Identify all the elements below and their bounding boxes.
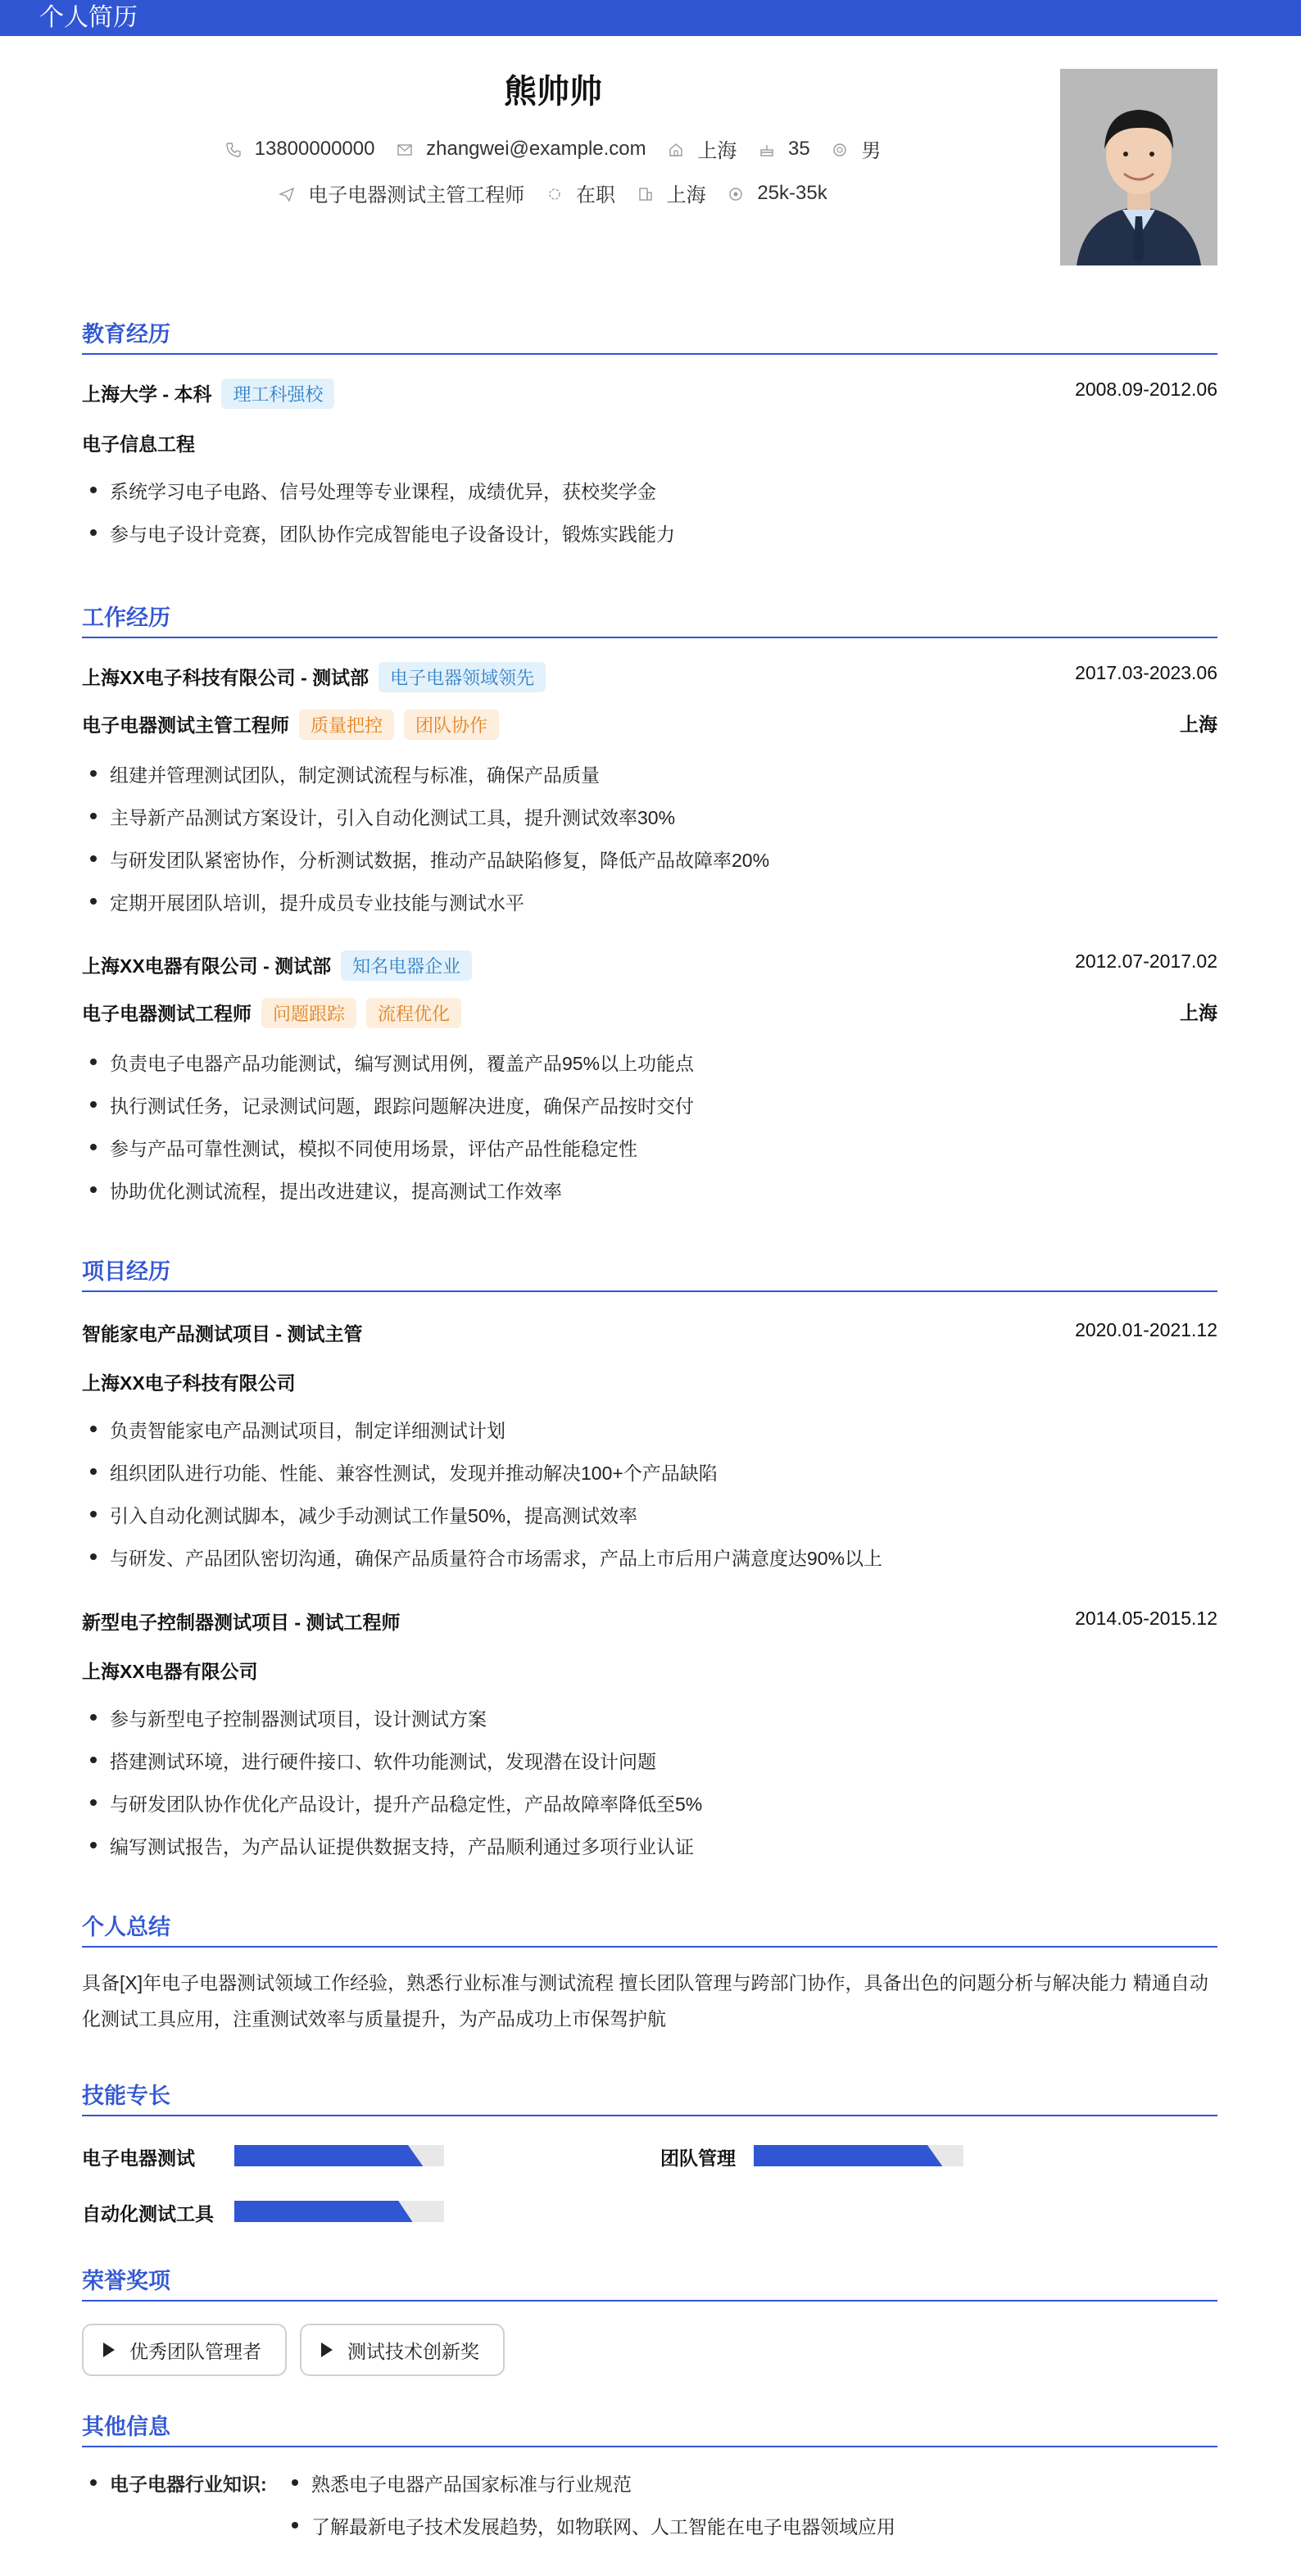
honors-title: 荣誉奖项 (82, 2263, 1217, 2302)
skill-fill (754, 2145, 942, 2166)
other-section (82, 2409, 1217, 2565)
target-city-item (637, 179, 706, 207)
school-tag: 理工科强校 (221, 379, 334, 409)
list-item: 参与新型电子控制器测试项目，设计测试方案 (82, 1704, 1217, 1731)
top-bar-title: 个人简历 (39, 4, 138, 31)
list-item: 了解最新电子技术发展趋势，如物联网、人工智能在电子电器领域应用 (283, 2512, 1217, 2539)
project-1-period: 2020.01-2021.12 (1075, 1319, 1217, 1340)
skill-name: 自动化测试工具 (82, 2203, 214, 2225)
gender-icon (832, 141, 848, 157)
award-badge (82, 2324, 287, 2376)
project-2-period: 2014.05-2015.12 (1075, 1608, 1217, 1629)
list-item: 与研发团队协作优化产品设计，提升产品稳定性，产品故障率降低至5% (82, 1789, 1217, 1816)
job-1-role-row (82, 710, 1217, 740)
job-2-role: 电子电器测试工程师 (82, 1003, 252, 1024)
project-2-header (82, 1608, 1217, 1635)
target-city-value: 上海 (666, 184, 706, 206)
education-major: 电子信息工程 (82, 433, 195, 455)
list-item: 负责电子电器产品功能测试，编写测试用例，覆盖产品95%以上功能点 (82, 1049, 1217, 1076)
play-icon (103, 2342, 115, 2357)
project-1-company: 上海XX电子科技有限公司 (82, 1372, 296, 1394)
job-2-role-tag: 问题跟踪 (261, 998, 356, 1028)
job-1-role-tag: 质量把控 (299, 710, 394, 740)
phone-value: 13800000000 (254, 137, 375, 160)
list-item: 系统学习电子电路、信号处理等专业课程，成绩优异，获校奖学金 (82, 477, 1217, 504)
mail-icon (397, 141, 413, 157)
education-title: 教育经历 (82, 316, 1217, 355)
job-2-city: 上海 (1180, 1002, 1217, 1023)
work-section (82, 600, 1217, 1222)
list-item: 组建并管理测试团队，制定测试流程与标准，确保产品质量 (82, 760, 1217, 787)
list-item: 主导新产品测试方案设计，引入自动化测试工具，提升测试效率30% (82, 803, 1217, 830)
age-value: 35 (787, 137, 810, 160)
school-name: 上海大学 - 本科 (82, 383, 212, 405)
skills-title: 技能专长 (82, 2078, 1217, 2116)
profile-header (0, 36, 1301, 282)
gender-item (832, 134, 881, 163)
job-1-company: 上海XX电子科技有限公司 - 测试部 (82, 667, 369, 688)
job-2-header (82, 950, 1217, 981)
skills-section (82, 2078, 1217, 2225)
status-value: 在职 (575, 184, 615, 206)
project-1-header (82, 1319, 1217, 1346)
list-item: 编写测试报告，为产品认证提供数据支持，产品顺利通过多项行业认证 (82, 1832, 1217, 1859)
age-item (759, 138, 810, 161)
status-item (546, 179, 615, 207)
list-item: 与研发、产品团队密切沟通，确保产品质量符合市场需求，产品上市后用户满意度达90%以上 (82, 1544, 1217, 1571)
award-label: 测试技术创新奖 (347, 2340, 479, 2362)
other-title: 其他信息 (82, 2409, 1217, 2447)
salary-item (728, 182, 827, 205)
email-value: zhangwei@example.com (426, 137, 646, 160)
coin-icon (728, 185, 744, 202)
list-item: 组织团队进行功能、性能、兼容性测试，发现并推动解决100+个产品缺陷 (82, 1458, 1217, 1485)
job-1-period: 2017.03-2023.06 (1075, 662, 1217, 683)
send-icon (279, 185, 295, 202)
projects-title: 项目经历 (82, 1254, 1217, 1292)
project-1-name: 智能家电产品测试项目 - 测试主管 (82, 1323, 363, 1345)
skill-bar (234, 2145, 444, 2166)
other-label: 电子电器行业知识: (82, 2469, 311, 2497)
summary-text: 具备[X]年电子电器测试领域工作经验，熟悉行业标准与测试流程 擅长团队管理与跨部门协作，具备出色的问题分析与解决能力 精通自动化测试工具应用，注重测试效率与质量提升，为产品成功上市保驾护航 (82, 1972, 1208, 2030)
list-item: 参与电子设计竞赛，团队协作完成智能电子设备设计，锻炼实践能力 (82, 519, 1217, 546)
profile-photo (1060, 69, 1217, 265)
project-2-company: 上海XX电器有限公司 (82, 1661, 258, 1682)
education-header (82, 379, 1217, 409)
phone-icon (225, 141, 242, 157)
location-item (668, 134, 737, 163)
list-item: 执行测试任务，记录测试问题，跟踪问题解决进度，确保产品按时交付 (82, 1091, 1217, 1118)
list-item: 熟悉电子电器产品国家标准与行业规范 (283, 2469, 1217, 2497)
education-section (82, 316, 1217, 562)
candidate-name: 熊帅帅 (504, 74, 602, 110)
education-period: 2008.09-2012.06 (1075, 379, 1217, 400)
target-job-value: 电子电器测试主管工程师 (308, 184, 525, 206)
home-icon (668, 141, 684, 157)
list-item: 引入自动化测试脚本，减少手动测试工作量50%，提高测试效率 (82, 1501, 1217, 1528)
job-intent-row (0, 179, 1106, 208)
job-1-header (82, 662, 1217, 692)
list-item: 负责智能家电产品测试项目，制定详细测试计划 (82, 1416, 1217, 1443)
honors-section (82, 2263, 1217, 2386)
location-value: 上海 (697, 140, 737, 162)
award-badge (300, 2324, 505, 2376)
job-2-role-row (82, 998, 1217, 1028)
skill-fill (234, 2145, 423, 2166)
salary-value: 25k-35k (757, 181, 827, 204)
skill-bar (754, 2145, 963, 2166)
gender-value: 男 (861, 140, 882, 162)
work-title: 工作经历 (82, 600, 1217, 638)
contact-row (0, 134, 1106, 164)
play-icon (321, 2342, 333, 2357)
job-2-company: 上海XX电器有限公司 - 测试部 (82, 955, 332, 977)
status-icon (546, 185, 563, 202)
summary-section (82, 1909, 1217, 2048)
job-1-role: 电子电器测试主管工程师 (82, 714, 289, 736)
list-item: 协助优化测试流程，提出改进建议，提高测试工作效率 (82, 1177, 1217, 1204)
email-item (397, 138, 646, 161)
project-2-name: 新型电子控制器测试项目 - 测试工程师 (82, 1612, 401, 1633)
job-2-role-tag: 流程优化 (366, 998, 461, 1028)
job-2-period: 2012.07-2017.02 (1075, 950, 1217, 972)
projects-section (82, 1254, 1217, 1868)
skill-bar (234, 2201, 444, 2222)
summary-title: 个人总结 (82, 1909, 1217, 1948)
skill-name: 电子电器测试 (82, 2147, 195, 2169)
job-1-city: 上海 (1180, 714, 1217, 735)
top-bar (0, 0, 1301, 36)
phone-item (225, 138, 375, 161)
job-1-company-tag: 电子电器领域领先 (379, 662, 546, 692)
list-item: 与研发团队紧密协作，分析测试数据，推动产品缺陷修复，降低产品故障率20% (82, 846, 1217, 873)
list-item: 定期开展团队培训，提升成员专业技能与测试水平 (82, 888, 1217, 915)
skill-fill (234, 2201, 413, 2222)
cake-icon (759, 141, 775, 157)
skill-name: 团队管理 (660, 2147, 736, 2169)
list-item: 参与产品可靠性测试，模拟不同使用场景，评估产品性能稳定性 (82, 1134, 1217, 1161)
building-icon (637, 185, 654, 202)
job-1-role-tag: 团队协作 (404, 710, 499, 740)
target-job-item (279, 179, 524, 207)
list-item: 搭建测试环境，进行硬件接口、软件功能测试，发现潜在设计问题 (82, 1747, 1217, 1774)
award-label: 优秀团队管理者 (129, 2340, 261, 2362)
job-2-company-tag: 知名电器企业 (341, 950, 472, 981)
